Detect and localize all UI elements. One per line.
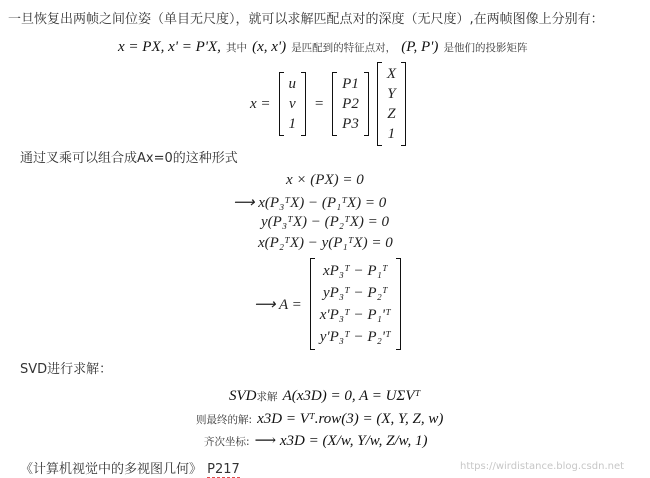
final-solution-equation: x3D = Vᵀ.row(3) = (X, Y, Z, w)	[257, 411, 444, 427]
svd-line-2	[196, 408, 443, 428]
note-mid: 是匹配到的特征点对，	[291, 42, 397, 54]
world-point-vector	[377, 62, 406, 146]
point-pair: (x, x')	[252, 39, 287, 55]
projection-formula: x = PX, x' = P'X,	[118, 39, 221, 55]
one-row: 1	[387, 126, 396, 142]
Y-row: Y	[387, 86, 396, 102]
homogeneous-equation: ⟶ x3D = (X/w, Y/w, Z/w, 1)	[254, 433, 428, 449]
vec-u: u	[288, 76, 297, 92]
Z-row: Z	[387, 106, 396, 122]
x-lhs: x =	[250, 95, 271, 112]
svd-equation: A(x3D) = 0, A = UΣVᵀ	[282, 388, 421, 404]
vec-1: 1	[288, 116, 297, 132]
A-row-4: y'P₃ᵀ − P₂'ᵀ	[319, 329, 391, 345]
line-derive-2: y(P₃ᵀX) − (P₂ᵀX) = 0	[261, 214, 390, 230]
book-reference	[20, 458, 240, 477]
projection-pair: (P, P')	[401, 39, 439, 55]
page-reference-link[interactable]: P217	[207, 462, 240, 477]
intro-text: 一旦恢复出两帧之间位姿（单目无尺度），就可以求解匹配点对的深度（无尺度）,在两帧图像上分别有：	[8, 12, 604, 27]
vec-v: v	[288, 96, 296, 112]
line-derive-3: x(P₂ᵀX) − y(P₁ᵀX) = 0	[258, 235, 393, 251]
book-title: 《计算机视觉中的多视图几何》	[20, 462, 203, 477]
watermark: https://wirdistance.blog.csdn.net	[460, 461, 625, 472]
A-matrix	[310, 258, 401, 350]
p-matrix	[332, 72, 369, 136]
p-row-3: P3	[342, 116, 359, 132]
svd-line-1	[229, 385, 420, 405]
note-prefix: 其中	[225, 42, 247, 54]
equals-sign: =	[314, 95, 325, 112]
p-row-2: P2	[342, 96, 359, 112]
homogeneous-note: 齐次坐标:	[204, 436, 250, 448]
X-row: X	[386, 66, 396, 82]
A-row-1: xP₃ᵀ − P₁ᵀ	[322, 263, 388, 279]
A-row-2: yP₃ᵀ − P₂ᵀ	[322, 285, 388, 301]
equation-projection	[118, 36, 527, 56]
A-lhs: ⟶ A =	[254, 296, 302, 313]
final-solution-note: 则最终的解:	[196, 414, 253, 426]
svd-line-3	[204, 430, 428, 450]
svd-title: SVD进行求解：	[20, 362, 113, 377]
svd-solve-note: 求解	[256, 391, 278, 403]
line-derive-1: ⟶ x(P₃ᵀX) − (P₁ᵀX) = 0	[233, 195, 387, 211]
cross-product-text: 通过叉乘可以组合成Ax=0的这种形式	[20, 151, 238, 166]
line-cross: x × (PX) = 0	[286, 172, 364, 188]
p-row-1: P1	[342, 76, 359, 92]
svd-label: SVD	[229, 388, 257, 404]
equation-matrix	[250, 62, 406, 146]
matrix-A	[254, 258, 401, 350]
uv-vector	[279, 72, 307, 136]
A-row-3: x'P₃ᵀ − P₁'ᵀ	[319, 307, 391, 323]
note-suffix: 是他们的投影矩阵	[443, 42, 528, 54]
